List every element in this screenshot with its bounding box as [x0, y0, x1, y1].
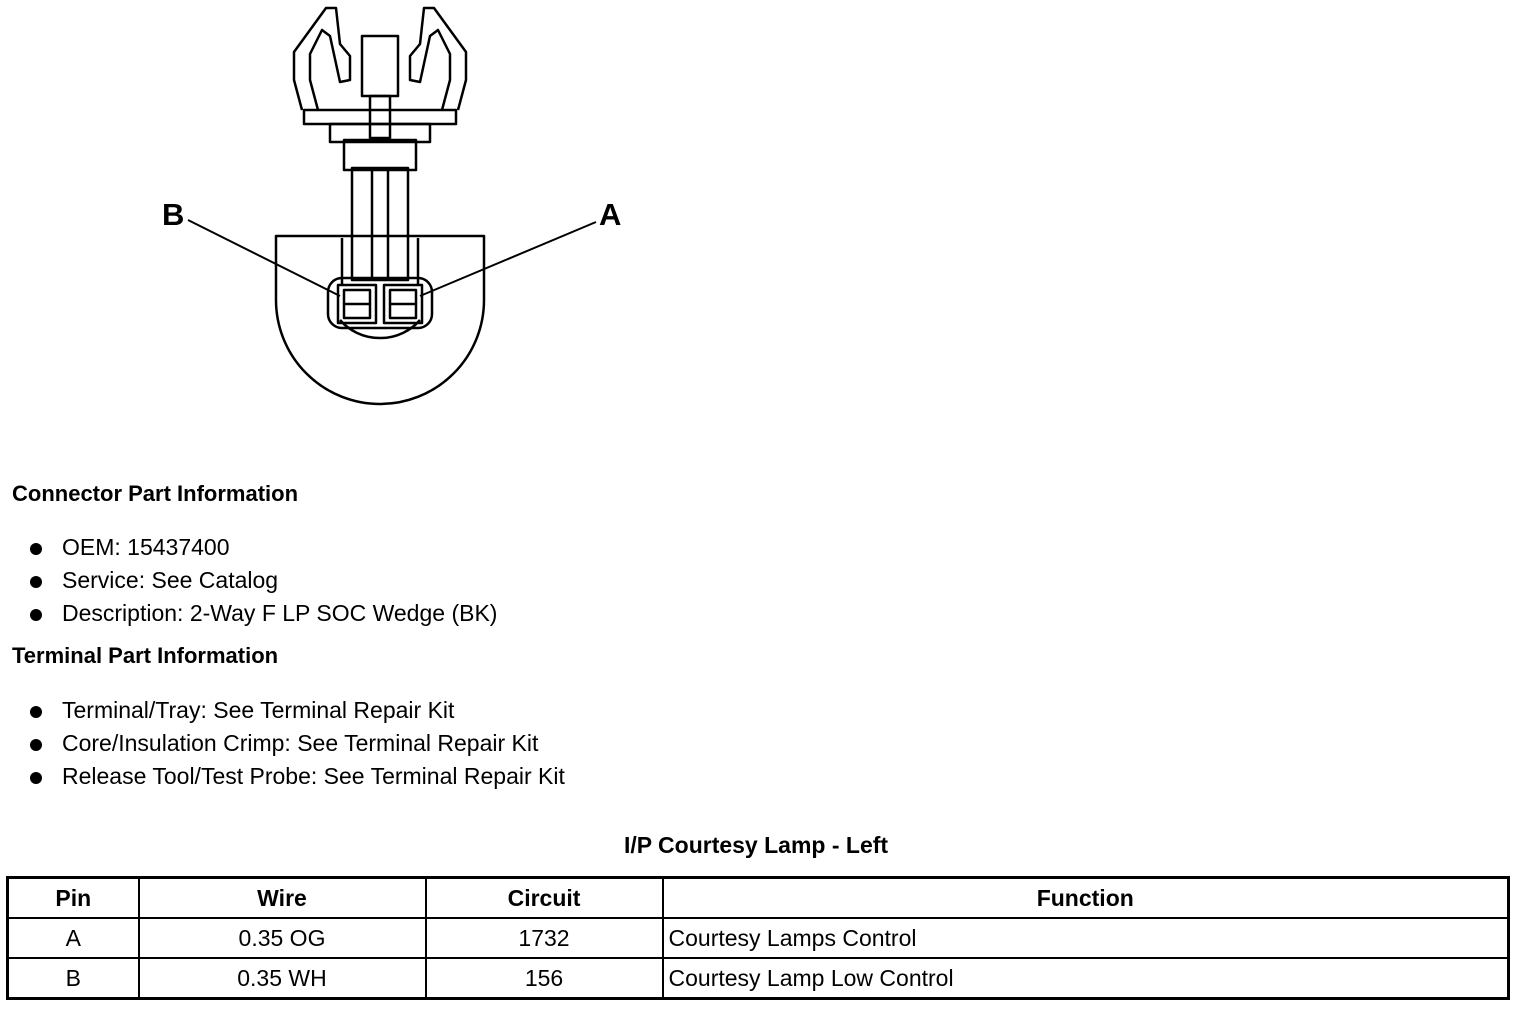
table-title: I/P Courtesy Lamp - Left	[623, 832, 889, 858]
connector-part-heading: Connector Part Information	[12, 481, 299, 506]
leader-line-b	[188, 220, 340, 296]
table-header-row	[8, 878, 1509, 919]
wedge-key	[362, 36, 398, 138]
column-header-pin: Pin	[8, 878, 139, 919]
leader-line-a	[420, 222, 596, 296]
list-item: Terminal/Tray: See Terminal Repair Kit	[28, 694, 565, 727]
pin-label-b: B	[162, 197, 185, 232]
list-item: Description: 2-Way F LP SOC Wedge (BK)	[28, 597, 497, 630]
cell-pin: B	[8, 958, 139, 999]
cell-circuit: 1732	[426, 918, 663, 958]
right-latch-arm	[410, 8, 466, 110]
table-row	[8, 958, 1509, 999]
list-item: OEM: 15437400	[28, 531, 497, 564]
table-row	[8, 918, 1509, 958]
terminal-a-cavity	[384, 285, 422, 323]
cell-circuit: 156	[426, 958, 663, 999]
left-latch-arm	[294, 8, 350, 110]
terminal-part-list	[28, 694, 565, 793]
pinout-table	[6, 876, 1510, 1000]
list-item: Core/Insulation Crimp: See Terminal Repair Kit	[28, 727, 565, 760]
connector-part-list	[28, 531, 497, 630]
wedge-collar	[304, 110, 456, 170]
column-header-function: Function	[663, 878, 1509, 919]
column-header-wire: Wire	[139, 878, 426, 919]
cell-function: Courtesy Lamp Low Control	[663, 958, 1509, 999]
cell-wire: 0.35 OG	[139, 918, 426, 958]
list-item: Release Tool/Test Probe: See Terminal Repair Kit	[28, 760, 565, 793]
column-header-circuit: Circuit	[426, 878, 663, 919]
connector-diagram	[0, 0, 700, 420]
cell-pin: A	[8, 918, 139, 958]
list-item: Service: See Catalog	[28, 564, 497, 597]
wedge-stem	[352, 168, 408, 280]
cell-function: Courtesy Lamps Control	[663, 918, 1509, 958]
terminal-part-heading: Terminal Part Information	[12, 643, 279, 668]
terminal-b-cavity	[338, 285, 376, 323]
pin-label-a: A	[599, 197, 622, 232]
cell-wire: 0.35 WH	[139, 958, 426, 999]
connector-housing	[276, 236, 484, 404]
